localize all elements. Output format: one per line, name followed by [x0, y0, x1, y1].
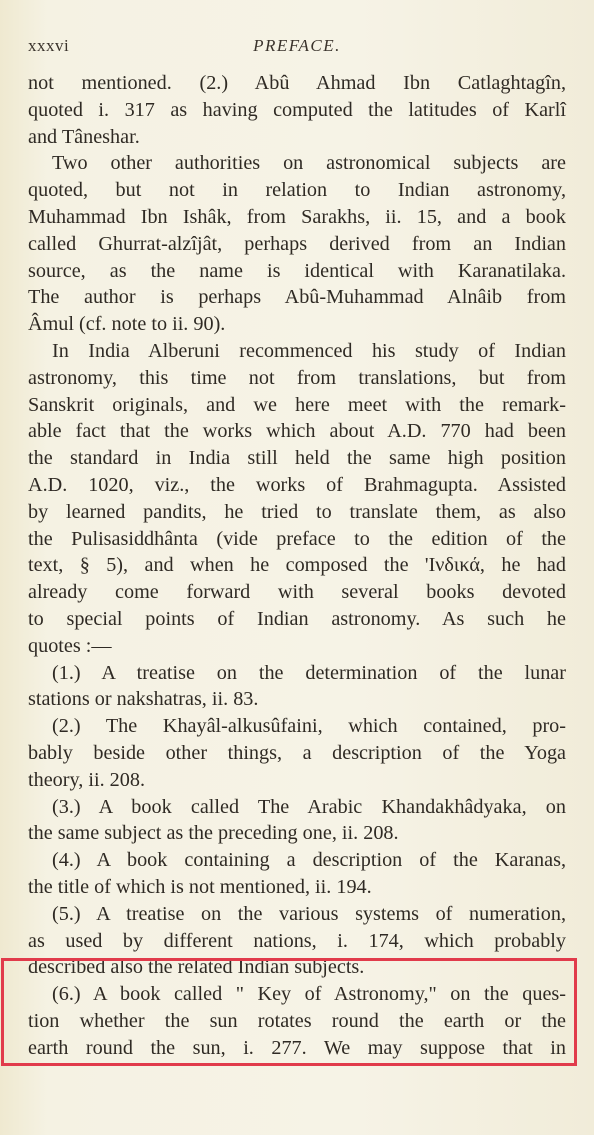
text-line: able fact that the works which about A.D. 770 had been [28, 420, 566, 443]
text-line: quoted, but not in relation to Indian astronomy, [28, 179, 566, 202]
text-line: the standard in India still held the same high position [28, 447, 566, 470]
text-line: earth round the sun, i. 277. We may suppose that in [28, 1036, 566, 1059]
text-line: (5.) A treatise on the various systems of numeration, [52, 902, 566, 925]
text-line: and Tâneshar. [28, 125, 140, 148]
text-line: (4.) A book containing a description of the Karanas, [52, 849, 566, 872]
text-line: to special points of Indian astronomy. As such he [28, 607, 566, 630]
text-line: Âmul (cf. note to ii. 90). [28, 313, 226, 336]
text-line: described also the related Indian subjects. [28, 956, 365, 979]
text-line: by learned pandits, he tried to translate them, as also [28, 500, 566, 523]
text-line: the title of which is not mentioned, ii. 194. [28, 875, 372, 898]
text-line: quoted i. 317 as having computed the latitudes of Karlî [28, 98, 566, 121]
text-line: astronomy, this time not from translations, but from [28, 366, 566, 389]
text-line: tion whether the sun rotates round the earth or the [28, 1009, 566, 1032]
text-line: (2.) The Khayâl-alkusûfaini, which contained, pro- [52, 715, 566, 738]
text-line: called Ghurrat-alzîjât, perhaps derived from an Indian [28, 232, 566, 255]
text-line: stations or nakshatras, ii. 83. [28, 688, 259, 711]
text-line: A.D. 1020, viz., the works of Brahmagupta. Assisted [28, 473, 566, 496]
text-line: source, as the name is identical with Karanatilaka. [28, 259, 566, 282]
text-line: the same subject as the preceding one, ii. 208. [28, 822, 399, 845]
text-line: In India Alberuni recommenced his study of Indian [52, 339, 566, 362]
running-title: PREFACE. [253, 36, 341, 55]
text-line: not mentioned. (2.) Abû Ahmad Ibn Catlaghtagîn, [28, 72, 566, 94]
text-line: Muhammad Ibn Ishâk, from Sarakhs, ii. 15, and a book [28, 205, 566, 228]
text-line: The author is perhaps Abû-Muhammad Alnâib from [28, 286, 566, 309]
text-line: quotes :— [28, 634, 112, 657]
page-number: xxxvi [28, 36, 70, 55]
text-line: the Pulisasiddhânta (vide preface to the edition of the [28, 527, 566, 550]
body-text [28, 70, 566, 1061]
text-line: already come forward with several books devoted [28, 581, 566, 604]
page-header [28, 36, 566, 56]
text-line: (3.) A book called The Arabic Khandakhâdyaka, on [52, 795, 566, 818]
text-line: as used by different nations, i. 174, which probably [28, 929, 566, 952]
text-line: theory, ii. 208. [28, 768, 145, 791]
text-line: (6.) A book called " Key of Astronomy," on the ques- [52, 983, 566, 1006]
text-line: bably beside other things, a description of the Yoga [28, 741, 566, 764]
text-line: Two other authorities on astronomical subjects are [52, 152, 566, 175]
text-line: text, § 5), and when he composed the 'Ινδικά, he had [28, 554, 566, 577]
text-line: Sanskrit originals, and we here meet with the remark- [28, 393, 566, 416]
text-line: (1.) A treatise on the determination of the lunar [52, 661, 566, 684]
